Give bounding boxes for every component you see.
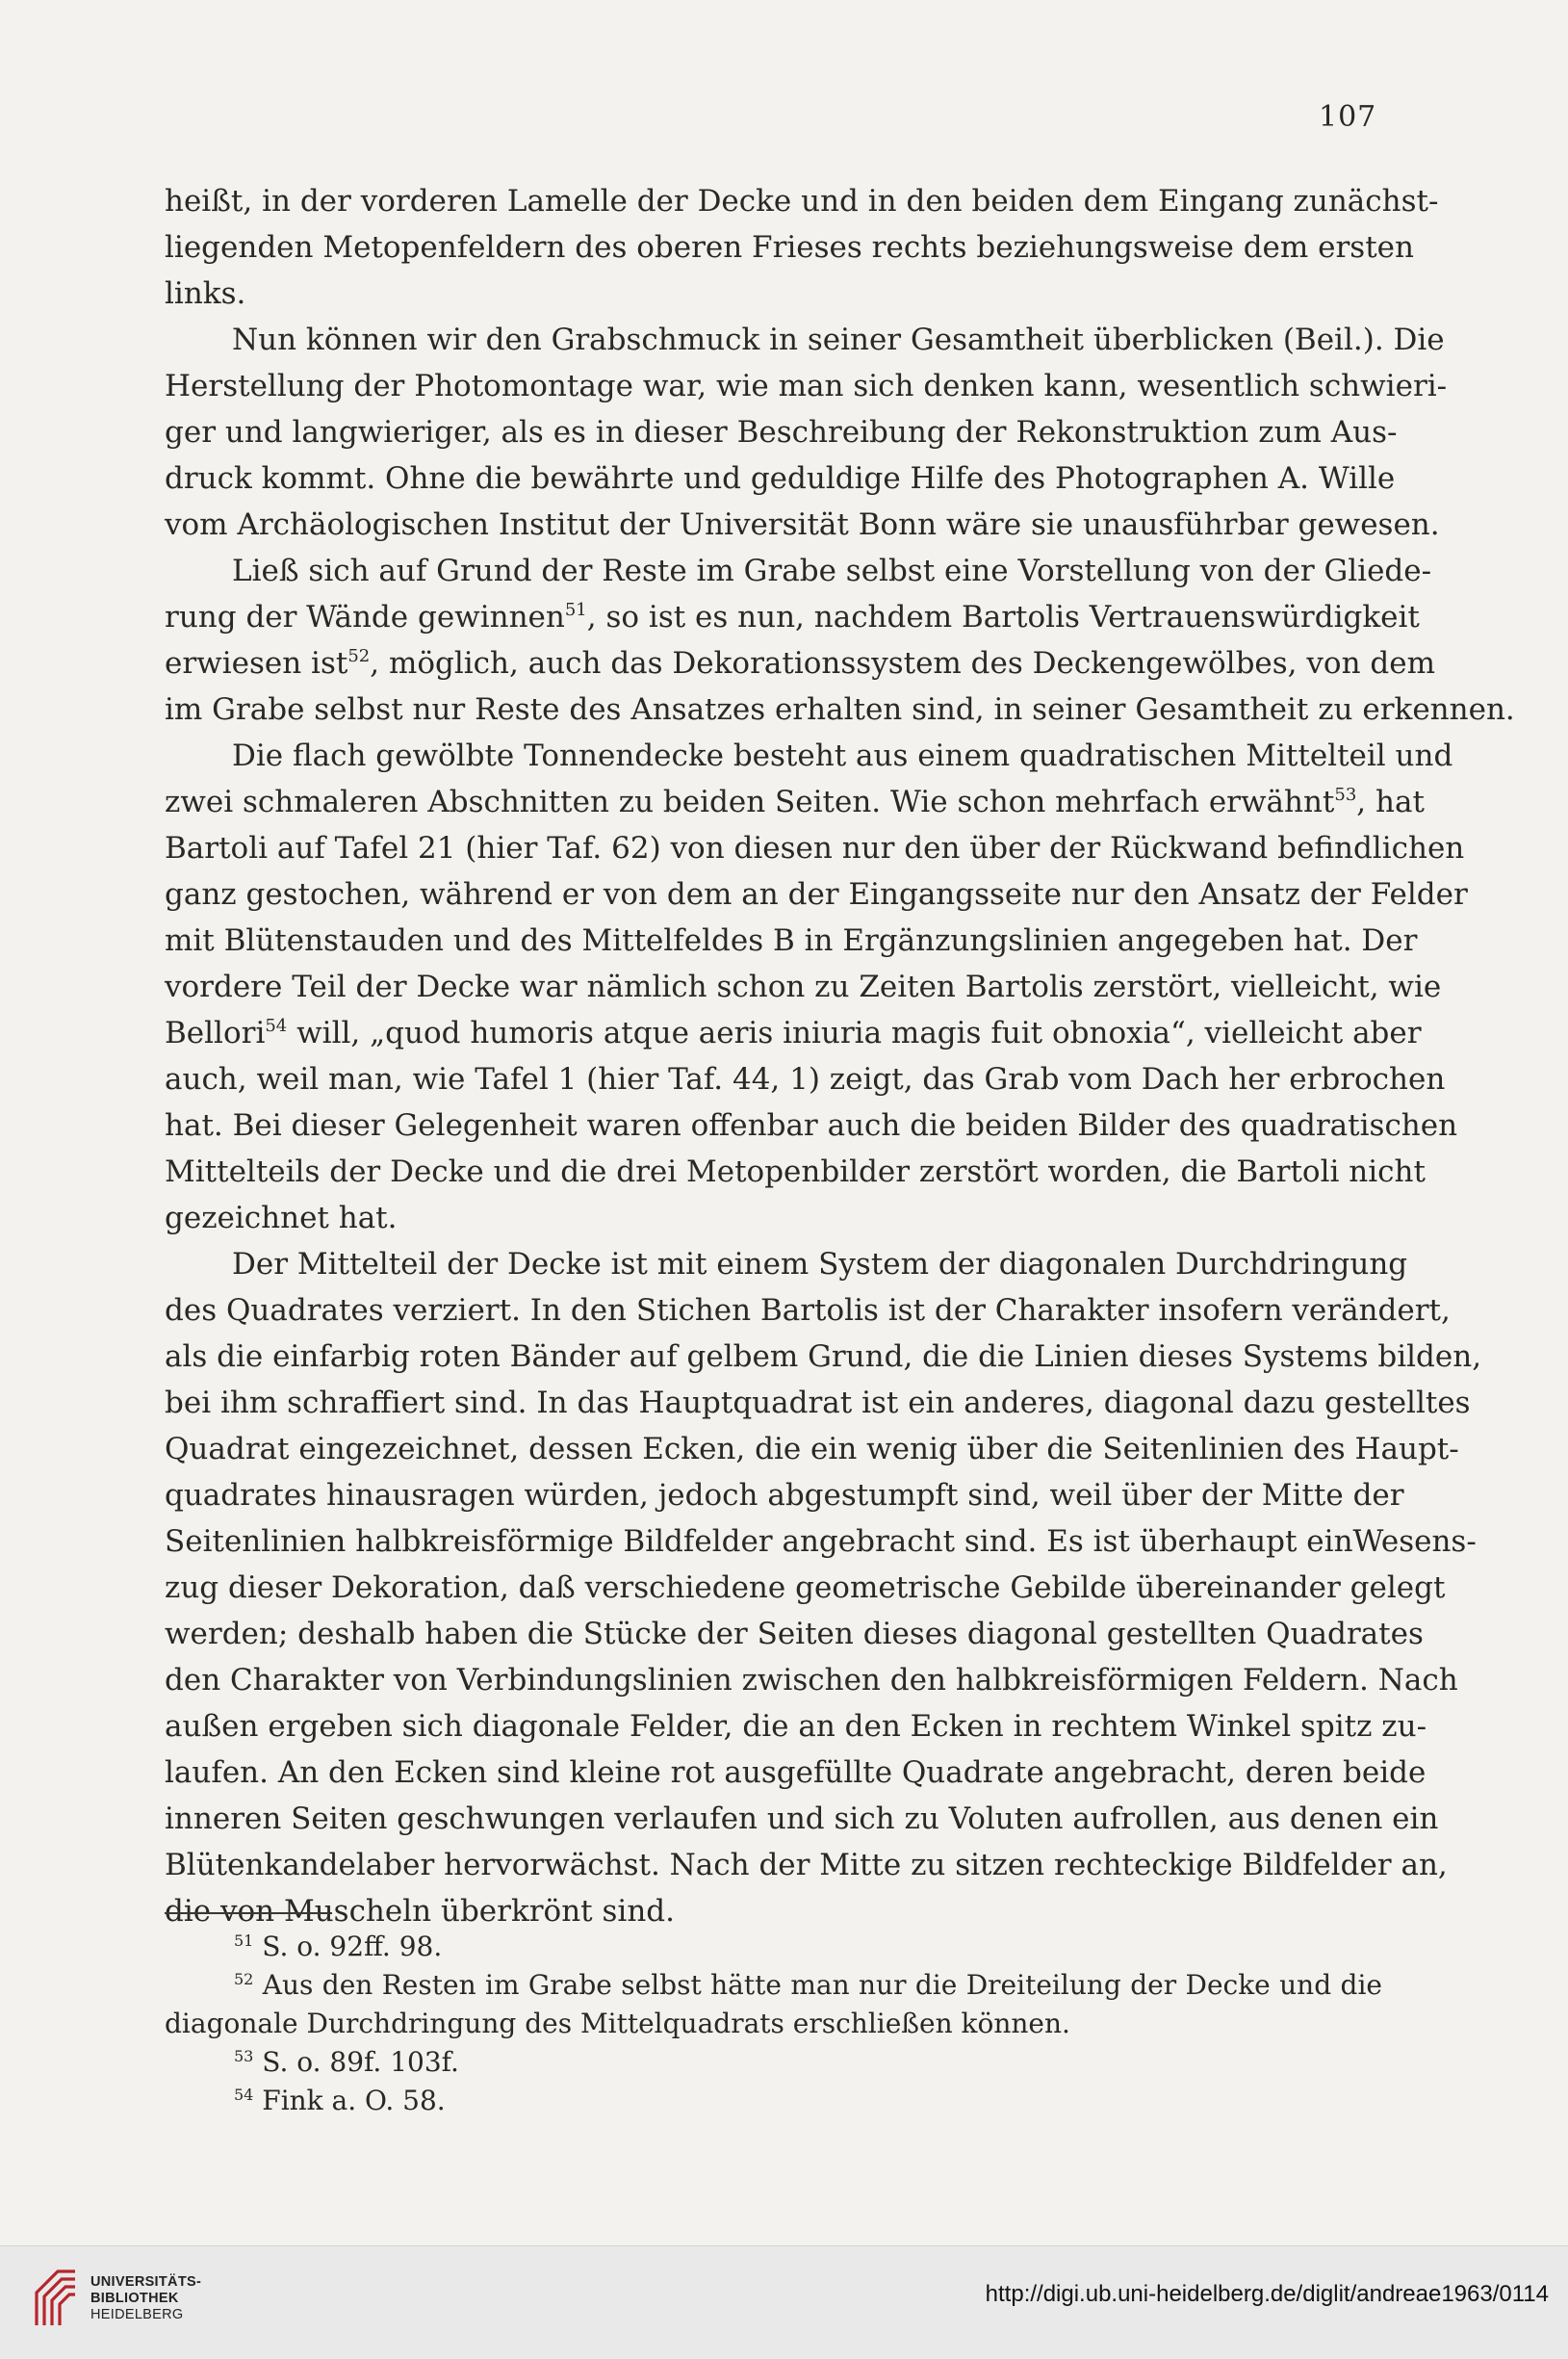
footnote-line: diagonale Durchdringung des Mittelquadrats erschließen können.	[165, 2008, 1070, 2039]
body-text	[165, 178, 1515, 1934]
text-line: Ließ sich auf Grund der Reste im Grabe selbst eine Vorstellung von der Gliede-	[232, 554, 1432, 588]
text-line: Nun können wir den Grabschmuck in seiner Gesamtheit überblicken (Beil.). Die	[232, 323, 1445, 357]
text-line: zwei schmaleren Abschnitten zu beiden Seiten. Wie schon mehrfach erwähnt$^{53}$, hat	[165, 785, 1425, 819]
text-line: liegenden Metopenfeldern des oberen Frieses rechts beziehungsweise dem ersten	[165, 230, 1414, 265]
text-line: vom Archäologischen Institut der Universität Bonn wäre sie unausführbar gewesen.	[165, 507, 1440, 542]
footnote-line: $^{54}$ Fink a. O. 58.	[234, 2085, 446, 2116]
text-line: druck kommt. Ohne die bewährte und geduldige Hilfe des Photographen A. Wille	[165, 461, 1396, 496]
text-line: gezeichnet hat.	[165, 1201, 398, 1235]
text-line: quadrates hinausragen würden, jedoch abgestumpft sind, weil über der Mitte der	[165, 1478, 1404, 1513]
page-number: 107	[1319, 100, 1377, 134]
text-line: außen ergeben sich diagonale Felder, die an den Ecken in rechtem Winkel spitz zu-	[165, 1709, 1427, 1744]
library-logo-icon	[33, 2268, 79, 2327]
footnote-line: $^{53}$ S. o. 89f. 103f.	[234, 2046, 459, 2078]
footnote	[165, 1966, 1382, 2043]
text-line: laufen. An den Ecken sind kleine rot ausgefüllte Quadrate angebracht, deren beide	[165, 1755, 1427, 1790]
text-line: rung der Wände gewinnen$^{51}$, so ist es nun, nachdem Bartolis Vertrauenswürdigkeit	[165, 600, 1420, 635]
text-line: des Quadrates verziert. In den Stichen Bartolis ist der Charakter insofern verändert,	[165, 1293, 1451, 1328]
text-line: Der Mittelteil der Decke ist mit einem System der diagonalen Durchdringung	[232, 1247, 1408, 1282]
footnote-marker: 54	[234, 2086, 254, 2104]
footnote-marker: 53	[1334, 785, 1357, 805]
text-line: als die einfarbig roten Bänder auf gelbem Grund, die die Linien dieses Systems bilden,	[165, 1339, 1482, 1374]
footnote-marker: 52	[234, 1970, 254, 1988]
text-line: bei ihm schraffiert sind. In das Hauptquadrat ist ein anderes, diagonal dazu gestelltes	[165, 1386, 1471, 1420]
text-line: hat. Bei dieser Gelegenheit waren offenbar auch die beiden Bilder des quadratischen	[165, 1108, 1458, 1143]
text-line: Herstellung der Photomontage war, wie man sich denken kann, wesentlich schwieri-	[165, 369, 1448, 403]
footnote-line: $^{51}$ S. o. 92ff. 98.	[234, 1931, 443, 1962]
paragraph	[165, 548, 1515, 733]
paragraph	[165, 317, 1448, 548]
footnote-line: $^{52}$ Aus den Resten im Grabe selbst hätte man nur die Dreiteilung der Decke und die	[234, 1969, 1382, 2001]
text-line: auch, weil man, wie Tafel 1 (hier Taf. 44, 1) zeigt, das Grab vom Dach her erbrochen	[165, 1062, 1446, 1097]
text-line: den Charakter von Verbindungslinien zwischen den halbkreisförmigen Feldern. Nach	[165, 1663, 1458, 1698]
library-name	[90, 2274, 201, 2323]
library-name-line: UNIVERSITÄTS-	[90, 2274, 202, 2290]
footnote-marker: 54	[265, 1016, 288, 1036]
text-line: Mittelteils der Decke und die drei Metopenbilder zerstört worden, die Bartoli nicht	[165, 1154, 1426, 1189]
text-line: Quadrat eingezeichnet, dessen Ecken, die ein wenig über die Seitenlinien des Haupt-	[165, 1432, 1459, 1466]
text-line: Seitenlinien halbkreisförmige Bildfelder angebracht sind. Es ist überhaupt einWesens-	[165, 1524, 1477, 1559]
footnote-marker: 51	[234, 1931, 254, 1950]
footnote	[165, 2082, 1382, 2120]
text-line: Blütenkandelaber hervorwächst. Nach der Mitte zu sitzen rechteckige Bildfelder an,	[165, 1848, 1448, 1882]
text-line: links.	[165, 276, 246, 311]
text-line: heißt, in der vorderen Lamelle der Decke und in den beiden dem Eingang zunächst-	[165, 184, 1439, 219]
footnote-divider	[165, 1912, 332, 1914]
footer-bar	[0, 2245, 1568, 2359]
text-line: werden; deshalb haben die Stücke der Seiten dieses diagonal gestellten Quadrates	[165, 1617, 1424, 1651]
text-line: im Grabe selbst nur Reste des Ansatzes erhalten sind, in seiner Gesamtheit zu erkennen.	[165, 692, 1515, 727]
footnote	[165, 2043, 1382, 2082]
paragraph	[165, 1241, 1482, 1934]
library-name-line: HEIDELBERG	[90, 2307, 184, 2322]
text-line: die von Muscheln überkrönt sind.	[165, 1894, 675, 1929]
text-line: erwiesen ist$^{52}$, möglich, auch das Dekorationssystem des Deckengewölbes, von dem	[165, 646, 1435, 681]
text-line: vordere Teil der Decke war nämlich schon zu Zeiten Bartolis zerstört, vielleicht, wie	[165, 970, 1442, 1004]
footnote-marker: 51	[564, 600, 587, 620]
footnotes	[165, 1928, 1382, 2120]
footnote-marker: 52	[347, 646, 371, 666]
footnote-marker: 53	[234, 2047, 254, 2065]
library-name-line: BIBLIOTHEK	[90, 2291, 179, 2306]
source-url-link[interactable]: http://digi.ub.uni-heidelberg.de/diglit/andreae1963/0114	[985, 2281, 1549, 2307]
paragraph	[165, 178, 1439, 317]
text-line: Bellori$^{54}$ will, „quod humoris atque aeris iniuria magis fuit obnoxia“, vielleicht aber	[165, 1016, 1422, 1050]
text-line: Bartoli auf Tafel 21 (hier Taf. 62) von diesen nur den über der Rückwand befindlichen	[165, 831, 1465, 866]
text-line: zug dieser Dekoration, daß verschiedene geometrische Gebilde übereinander gelegt	[165, 1570, 1446, 1605]
footnote	[165, 1928, 1382, 1966]
text-line: ganz gestochen, während er von dem an der Eingangsseite nur den Ansatz der Felder	[165, 877, 1468, 912]
text-line: ger und langwieriger, als es in dieser Beschreibung der Rekonstruktion zum Aus-	[165, 415, 1398, 450]
text-line: inneren Seiten geschwungen verlaufen und sich zu Voluten aufrollen, aus denen ein	[165, 1802, 1439, 1836]
text-line: Die flach gewölbte Tonnendecke besteht aus einem quadratischen Mittelteil und	[232, 739, 1453, 773]
paragraph	[165, 733, 1468, 1241]
text-line: mit Blütenstauden und des Mittelfeldes B in Ergänzungslinien angegeben hat. Der	[165, 923, 1418, 958]
